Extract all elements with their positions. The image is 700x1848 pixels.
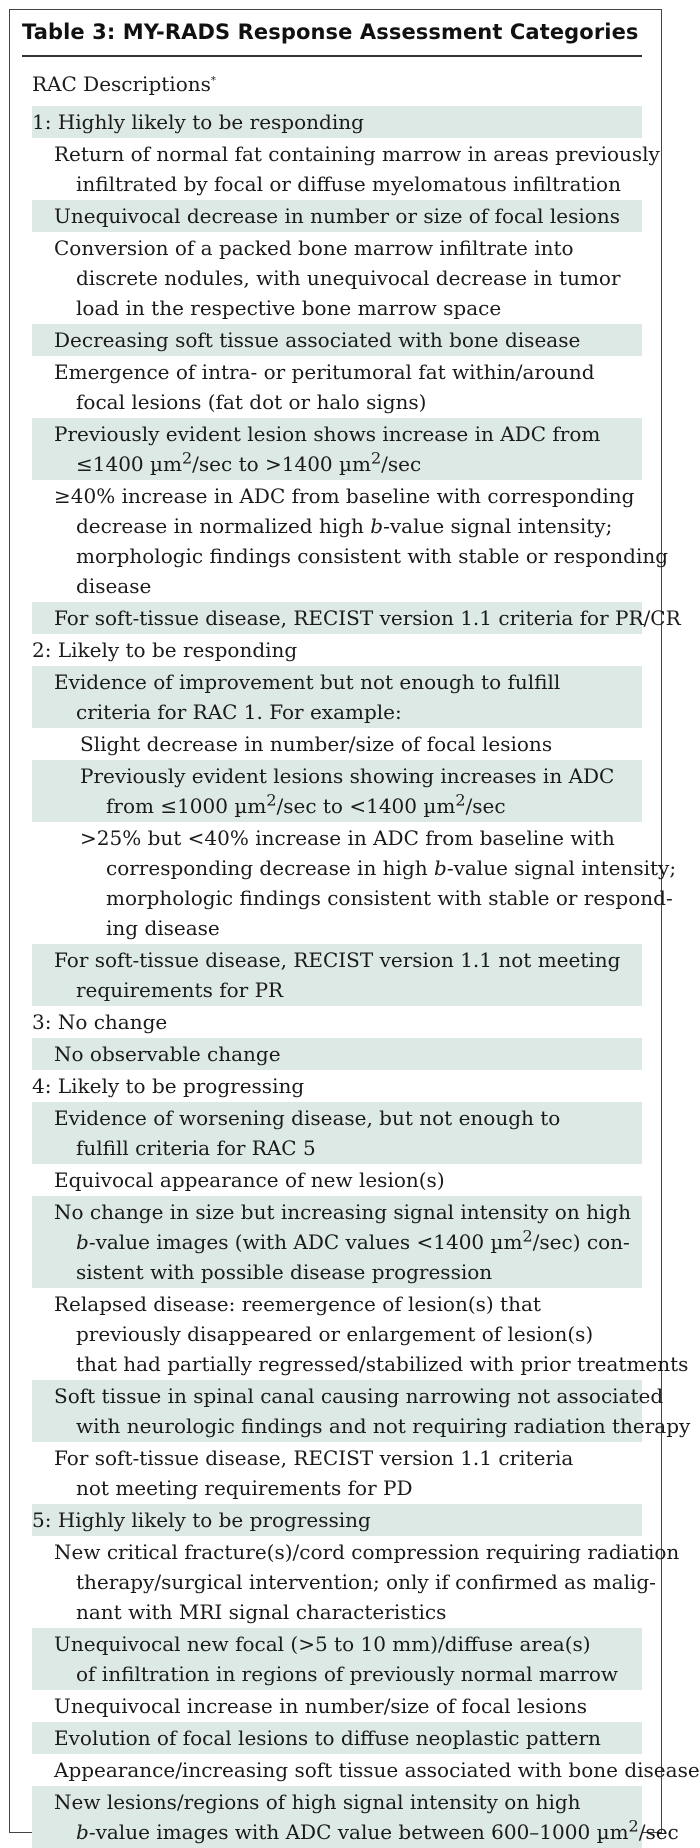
row-text-line: therapy/surgical intervention; only if confirmed as malig- (76, 1570, 656, 1594)
row-text-line: fulfill criteria for RAC 5 (76, 1136, 316, 1160)
category-row (32, 1070, 642, 1102)
row-text-line: No observable change (54, 1042, 281, 1066)
row-text-line: with neurologic findings and not requiring radiation therapy (76, 1414, 691, 1438)
row-text-line: sistent with possible disease progression (76, 1260, 493, 1284)
description-row (32, 822, 677, 944)
row-text-line: not meeting requirements for PD (76, 1476, 413, 1500)
row-text-line: ≤1400 µm$^2$/sec to >1400 µm$^2$/sec (76, 448, 422, 476)
row-text-line: For soft-tissue disease, RECIST version 1.1 not meeting (54, 948, 621, 972)
category-row (32, 1504, 642, 1536)
description-row (32, 728, 642, 760)
description-row (32, 1164, 642, 1196)
row-text-line: b-value images (with ADC values <1400 µm$^2$/sec) con- (76, 1226, 630, 1254)
row-text-line: 5: Highly likely to be progressing (32, 1508, 371, 1532)
row-text-line: Emergence of intra- or peritumoral fat within/around (54, 360, 595, 384)
description-row (32, 1628, 642, 1690)
row-text-line: 3: No change (32, 1010, 168, 1034)
table-body (32, 106, 700, 1848)
row-text-line: Previously evident lesion shows increase in ADC from (54, 422, 601, 446)
description-row (32, 1722, 642, 1754)
row-text-line: that had partially regressed/stabilized with prior treatments (76, 1352, 689, 1376)
description-row (32, 200, 642, 232)
category-row (32, 106, 642, 138)
description-row (32, 1380, 691, 1442)
description-row (32, 1288, 689, 1380)
row-text-line: of infiltration in regions of previously normal marrow (76, 1662, 619, 1686)
row-text-line: New lesions/regions of high signal intensity on high (54, 1790, 581, 1814)
row-text-line: Previously evident lesions showing increases in ADC (80, 764, 615, 788)
row-text-line: Unequivocal decrease in number or size of focal lesions (54, 204, 620, 228)
description-row (32, 1786, 679, 1848)
description-row (32, 418, 642, 480)
description-row (32, 1196, 642, 1288)
row-text-line: previously disappeared or enlargement of lesion(s) (76, 1322, 594, 1346)
row-text-line: No change in size but increasing signal intensity on high (54, 1200, 632, 1224)
row-text-line: 1: Highly likely to be responding (32, 110, 364, 134)
description-row (32, 944, 642, 1006)
row-text-line: criteria for RAC 1. For example: (76, 700, 402, 724)
footnote-marker: * (210, 75, 216, 87)
description-row (32, 1536, 680, 1628)
category-row (32, 634, 642, 666)
row-text-line: infiltrated by focal or diffuse myelomatous infiltration (76, 172, 621, 196)
row-text-line: For soft-tissue disease, RECIST version 1.1 criteria (54, 1446, 574, 1470)
row-text-line: ing disease (106, 916, 220, 940)
description-row (32, 1690, 642, 1722)
description-row (32, 760, 642, 822)
row-text-line: For soft-tissue disease, RECIST version 1.1 criteria for PR/CR (54, 606, 681, 630)
row-text-line: 4: Likely to be progressing (32, 1074, 305, 1098)
row-text-line: discrete nodules, with unequivocal decrease in tumor (76, 266, 621, 290)
description-row (32, 1102, 642, 1164)
description-row (32, 1442, 642, 1504)
row-text-line: Soft tissue in spinal canal causing narrowing not associated (54, 1384, 664, 1408)
row-text-line: load in the respective bone marrow space (76, 296, 502, 320)
row-text-line: requirements for PR (76, 978, 284, 1002)
column-header-label: RAC Descriptions (32, 72, 211, 96)
row-text-line: nant with MRI signal characteristics (76, 1600, 447, 1624)
description-row (32, 138, 660, 200)
row-text-line: New critical fracture(s)/cord compression requiring radiation (54, 1540, 680, 1564)
row-text-line: Evidence of worsening disease, but not enough to (54, 1106, 561, 1130)
description-row (32, 480, 669, 602)
row-text-line: Relapsed disease: reemergence of lesion(s) that (54, 1292, 541, 1316)
row-text-line: Decreasing soft tissue associated with bone disease (54, 328, 581, 352)
row-text-line: Conversion of a packed bone marrow infiltrate into (54, 236, 574, 260)
row-text-line: ≥40% increase in ADC from baseline with corresponding (54, 484, 635, 508)
description-row (32, 324, 642, 356)
row-text-line: morphologic findings consistent with stable or respond- (106, 886, 673, 910)
row-text-line: Appearance/increasing soft tissue associated with bone disease (54, 1758, 700, 1782)
row-text-line: Evolution of focal lesions to diffuse neoplastic pattern (54, 1726, 601, 1750)
description-row (32, 1038, 642, 1070)
row-text-line: from ≤1000 µm$^2$/sec to <1400 µm$^2$/sec (106, 790, 506, 818)
column-header (32, 72, 216, 96)
description-row (32, 1754, 700, 1786)
title-divider (22, 55, 642, 57)
row-text-line: morphologic findings consistent with stable or responding (76, 544, 669, 568)
row-text-line: Unequivocal increase in number/size of focal lesions (54, 1694, 588, 1718)
row-text-line: b-value images with ADC value between 600–1000 µm$^2$/sec (76, 1816, 679, 1844)
row-text-line: disease (76, 574, 152, 598)
row-text-line: corresponding decrease in high b-value signal intensity; (106, 856, 677, 880)
row-text-line: Slight decrease in number/size of focal lesions (80, 732, 553, 756)
row-text-line: focal lesions (fat dot or halo signs) (76, 390, 427, 414)
row-text-line: >25% but <40% increase in ADC from baseline with (80, 826, 615, 850)
description-row (32, 666, 642, 728)
row-text-line: Unequivocal new focal (>5 to 10 mm)/diffuse area(s) (54, 1632, 591, 1656)
row-text-line: Equivocal appearance of new lesion(s) (54, 1168, 445, 1192)
row-text-line: Evidence of improvement but not enough to fulfill (54, 670, 561, 694)
row-text-line: 2: Likely to be responding (32, 638, 298, 662)
category-row (32, 1006, 642, 1038)
description-row (32, 602, 681, 634)
row-text-line: decrease in normalized high b-value signal intensity; (76, 514, 613, 538)
description-row (32, 232, 642, 324)
table-title: Table 3: MY-RADS Response Assessment Categories (22, 20, 639, 44)
row-text-line: Return of normal fat containing marrow in areas previously (54, 142, 660, 166)
description-row (32, 356, 642, 418)
